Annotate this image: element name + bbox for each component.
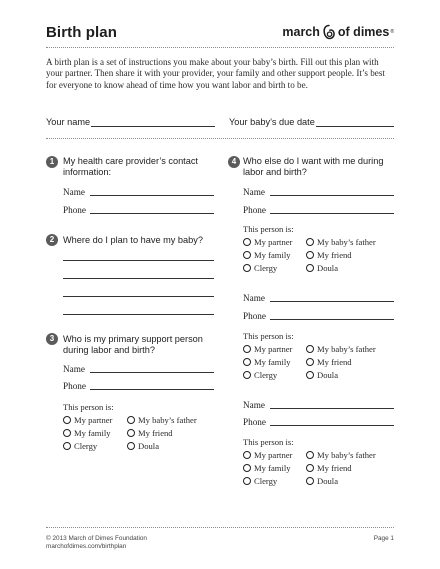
- radio-icon[interactable]: [63, 442, 71, 450]
- radio-icon[interactable]: [63, 416, 71, 424]
- q3-option-partner[interactable]: My partner: [63, 415, 112, 425]
- radio-icon[interactable]: [243, 345, 251, 353]
- q4c-name-label: Name: [243, 400, 265, 410]
- q4a-option-family[interactable]: My family: [243, 250, 291, 260]
- footer-divider: [46, 527, 394, 528]
- question-2-badge: 2: [46, 234, 58, 246]
- radio-icon[interactable]: [243, 464, 251, 472]
- q4c-name-field[interactable]: [270, 408, 394, 409]
- radio-icon[interactable]: [306, 238, 314, 246]
- q3-option-doula[interactable]: Doula: [127, 441, 159, 451]
- q4c-option-family[interactable]: My family: [243, 463, 291, 473]
- q4b-name-field[interactable]: [270, 301, 394, 302]
- question-1-badge: 1: [46, 156, 58, 168]
- q4c-option-babys-father[interactable]: My baby’s father: [306, 450, 376, 460]
- due-date-label: Your baby’s due date: [229, 117, 315, 127]
- q1-phone-field[interactable]: [90, 213, 214, 214]
- q2-answer-line-4[interactable]: [63, 314, 214, 315]
- q3-phone-label: Phone: [63, 381, 86, 391]
- q4b-option-doula[interactable]: Doula: [306, 370, 338, 380]
- radio-icon[interactable]: [127, 429, 135, 437]
- radio-icon[interactable]: [306, 371, 314, 379]
- question-4-text: Who else do I want with me during labor and birth?: [243, 156, 384, 177]
- logo-text-march: march: [282, 25, 320, 39]
- radio-icon[interactable]: [306, 358, 314, 366]
- q4b-phone-label: Phone: [243, 311, 266, 321]
- q4b-option-friend[interactable]: My friend: [306, 357, 352, 367]
- q4c-option-friend[interactable]: My friend: [306, 463, 352, 473]
- radio-icon[interactable]: [306, 251, 314, 259]
- q1-name-field[interactable]: [90, 195, 214, 196]
- footer-copyright: © 2013 March of Dimes Foundation: [46, 535, 147, 542]
- q3-phone-field[interactable]: [90, 389, 214, 390]
- q4a-phone-label: Phone: [243, 205, 266, 215]
- due-date-field[interactable]: [316, 126, 394, 127]
- q4c-phone-field[interactable]: [270, 425, 394, 426]
- q2-answer-line-3[interactable]: [63, 296, 214, 297]
- question-3-badge: 3: [46, 333, 58, 345]
- q4a-name-label: Name: [243, 187, 265, 197]
- radio-icon[interactable]: [243, 477, 251, 485]
- q4b-option-babys-father[interactable]: My baby’s father: [306, 344, 376, 354]
- q4c-option-clergy[interactable]: Clergy: [243, 476, 277, 486]
- q4b-this-person-label: This person is:: [243, 331, 294, 341]
- radio-icon[interactable]: [243, 238, 251, 246]
- q4c-option-partner[interactable]: My partner: [243, 450, 292, 460]
- logo-text-of-dimes: of dimes: [337, 25, 390, 39]
- q4c-phone-label: Phone: [243, 417, 266, 427]
- q4a-option-doula[interactable]: Doula: [306, 263, 338, 273]
- radio-icon[interactable]: [306, 477, 314, 485]
- q3-option-family[interactable]: My family: [63, 428, 111, 438]
- q1-name-label: Name: [63, 187, 85, 197]
- q4b-name-label: Name: [243, 293, 265, 303]
- q3-name-label: Name: [63, 364, 85, 374]
- your-name-label: Your name: [46, 117, 91, 127]
- q4a-this-person-label: This person is:: [243, 224, 294, 234]
- q4b-option-partner[interactable]: My partner: [243, 344, 292, 354]
- page-title: Birth plan: [46, 24, 117, 41]
- q3-this-person-label: This person is:: [63, 402, 114, 412]
- question-4-badge: 4: [228, 156, 240, 168]
- question-3-text: Who is my primary support person during labor and birth?: [63, 334, 203, 355]
- trademark-symbol: ®: [390, 29, 394, 35]
- radio-icon[interactable]: [127, 442, 135, 450]
- page-number: Page 1: [373, 535, 394, 542]
- q4a-option-babys-father[interactable]: My baby’s father: [306, 237, 376, 247]
- march-of-dimes-logo: [282, 24, 394, 40]
- footer-url[interactable]: marchofdimes.com/birthplan: [46, 543, 127, 550]
- q3-option-friend[interactable]: My friend: [127, 428, 173, 438]
- question-2-text: Where do I plan to have my baby?: [63, 235, 203, 245]
- q4c-this-person-label: This person is:: [243, 437, 294, 447]
- radio-icon[interactable]: [243, 251, 251, 259]
- radio-icon[interactable]: [306, 464, 314, 472]
- q2-answer-line-2[interactable]: [63, 278, 214, 279]
- q2-answer-line-1[interactable]: [63, 260, 214, 261]
- q4a-option-clergy[interactable]: Clergy: [243, 263, 277, 273]
- q4b-option-clergy[interactable]: Clergy: [243, 370, 277, 380]
- q4c-option-doula[interactable]: Doula: [306, 476, 338, 486]
- q4a-option-friend[interactable]: My friend: [306, 250, 352, 260]
- q4b-phone-field[interactable]: [270, 319, 394, 320]
- radio-icon[interactable]: [306, 451, 314, 459]
- radio-icon[interactable]: [243, 264, 251, 272]
- radio-icon[interactable]: [63, 429, 71, 437]
- q4b-option-family[interactable]: My family: [243, 357, 291, 367]
- radio-icon[interactable]: [306, 345, 314, 353]
- q1-phone-label: Phone: [63, 205, 86, 215]
- q4a-name-field[interactable]: [270, 195, 394, 196]
- q4a-phone-field[interactable]: [270, 213, 394, 214]
- radio-icon[interactable]: [243, 451, 251, 459]
- section-divider: [46, 138, 394, 139]
- radio-icon[interactable]: [243, 358, 251, 366]
- q3-option-clergy[interactable]: Clergy: [63, 441, 97, 451]
- radio-icon[interactable]: [306, 264, 314, 272]
- radio-icon[interactable]: [243, 371, 251, 379]
- radio-icon[interactable]: [127, 416, 135, 424]
- q3-name-field[interactable]: [90, 372, 214, 373]
- intro-paragraph: A birth plan is a set of instructions you make about your baby’s birth. Fill out this plan with your partner. Then share it with your provider, your family and other support people. It’s best for everyone to know ahead of time how you want labor and birth to be.: [46, 57, 385, 90]
- header-divider: [46, 47, 394, 48]
- mother-baby-icon: [322, 24, 336, 40]
- q4a-option-partner[interactable]: My partner: [243, 237, 292, 247]
- q3-option-babys-father[interactable]: My baby’s father: [127, 415, 197, 425]
- your-name-field[interactable]: [91, 126, 215, 127]
- question-1-text: My health care provider’s contact information:: [63, 156, 198, 177]
